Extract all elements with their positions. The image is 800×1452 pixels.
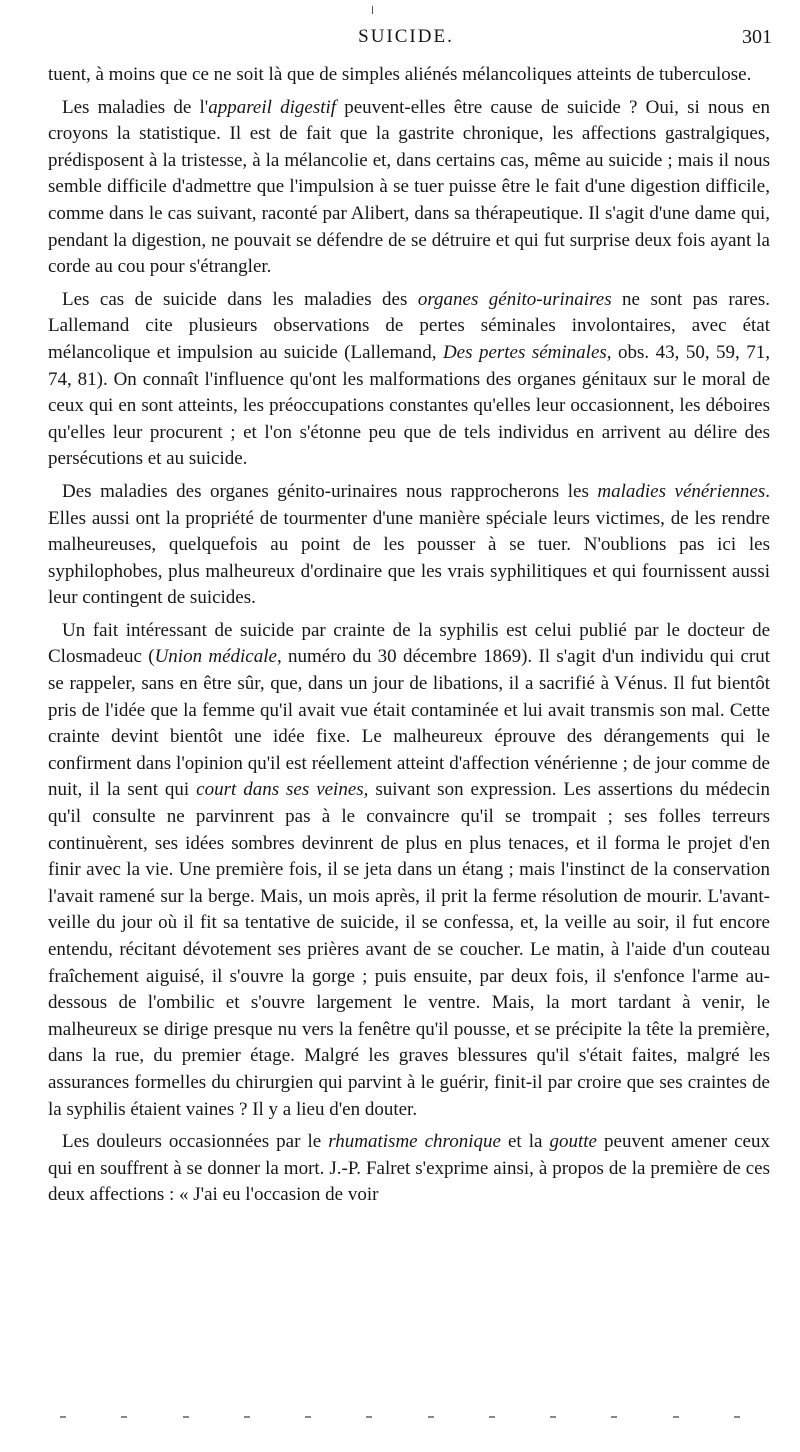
- text-run: , obs. 43, 50, 59, 71, 74, 81). On connaît l'influence qu'ont les malformations des organes génitaux sur le moral de ceux qui en sont atteints, les préoccupations constantes qu'elles leur occasionnent, les déboires qu'elles leur procurent ; et l'on s'étonne peu que de tels individus en arrivent au délire des persécutions et au suicide.: [48, 341, 770, 470]
- paragraph-5: [48, 1129, 770, 1209]
- text-run: . Elles aussi ont la propriété de tourmenter d'une manière spéciale leurs victimes, de les rendre malheureuses, quelquefois au point de les pousser à se tuer. N'oublions pas ici les syphilophobes, plus malheureux d'ordinaire que les vrais syphilitiques et qui fournissent aussi leur contingent de suicides.: [48, 480, 770, 609]
- italic-term: rhumatisme chronique: [328, 1131, 501, 1153]
- text-run: Les cas de suicide dans les maladies des: [62, 288, 418, 310]
- italic-term: goutte: [549, 1131, 597, 1153]
- italic-term: Des pertes séminales: [442, 341, 607, 363]
- italic-term: organes génito-urinaires: [417, 288, 612, 310]
- top-edge-mark: [372, 6, 373, 14]
- text-run: ne sont pas rares. Lallemand cite plusieurs observations de pertes séminales involontaires, avec état mélancolique et impulsion au suicide (Lallemand,: [48, 288, 771, 363]
- text-run: Les maladies de l': [62, 96, 209, 118]
- text-run: peuvent amener ceux qui en souffrent à se donner la mort. J.-P. Falret s'exprime ainsi, à propos de la première de ces deux affections : « J'ai eu l'occasion de voir: [48, 1131, 770, 1206]
- italic-term: court dans ses veines: [196, 779, 364, 801]
- text-run: Un fait intéressant de suicide par crainte de la syphilis est celui publié par le docteur de Closmadeuc (: [48, 619, 770, 668]
- text-run: tuent, à moins que ce ne soit là que de simples aliénés mélancoliques atteints de tuberculose.: [48, 64, 752, 85]
- paragraph-0: [48, 62, 770, 89]
- paragraph-2: [48, 287, 770, 473]
- running-title: SUICIDE.: [358, 26, 454, 47]
- bottom-edge-marks: [60, 1412, 740, 1422]
- text-run: et la: [500, 1131, 550, 1153]
- text-run: , suivant son expression. Les assertions du médecin qu'il consulte ne parvinrent pas à le convaincre qu'il se trompait ; ses folles terreurs continuèrent, ses idées sombres devinrent de plus en plus tenaces, et il forma le projet d'en finir avec la vie. Une première fois, il se jeta dans un étang ; mais l'instinct de la conservation l'avait ramené sur la berge. Mais, un mois après, il prit la ferme résolution de mourir. L'avant-veille du jour où il fit sa tentative de suicide, il se confessa, et, la veille au soir, il fut encore entendu, récitant dévotement ses prières avant de se coucher. Le matin, à l'aide d'un couteau fraîchement aiguisé, il s'ouvre la gorge ; puis ensuite, par deux fois, il s'enfonce l'arme au-dessous de l'ombilic et s'ouvre largement le ventre. Mais, la mort tardant à venir, le malheureux se dirige presque nu vers la fenêtre qu'il pousse, et se précipite la tête la première, dans la rue, du premier étage. Malgré les graves blessures qu'il s'était faites, malgré les assurances formelles du chirurgien qui parvint à le guérir, finit-il par croire que ses craintes de la syphilis étaient vaines ? Il y a lieu d'en douter.: [48, 779, 770, 1120]
- text-run: peuvent-elles être cause de suicide ? Oui, si nous en croyons la statistique. Il est de fait que la gastrite chronique, les affections gastralgiques, prédisposent à la tristesse, à la mélancolie et, dans certains cas, même au suicide ; mais il nous semble difficile d'admettre que l'impulsion à se tuer puisse être le fait d'une digestion difficile, comme dans le cas suivant, raconté par Alibert, dans sa thérapeutique. Il s'agit d'une dame qui, pendant la digestion, ne pouvait se défendre de se détruire et qui fut surprise deux fois ayant la corde au cou pour s'étrangler.: [48, 96, 770, 278]
- body-text: [48, 62, 770, 1215]
- text-run: Les douleurs occasionnées par le: [62, 1131, 329, 1153]
- italic-term: Union médicale: [154, 646, 277, 668]
- text-run: Des maladies des organes génito-urinaires nous rapprocherons les: [62, 480, 598, 502]
- page-number: 301: [742, 26, 772, 48]
- paragraph-4: [48, 618, 770, 1123]
- text-run: , numéro du 30 décembre 1869). Il s'agit d'un individu qui crut se rappeler, sans en être sûr, que, dans un jour de libations, il a sacrifié à Vénus. Il fut bientôt pris de l'idée que la femme qu'il avait vue était contaminée et lui avait transmis son mal. Cette crainte devint bientôt une idée fixe. Le malheureux éprouve des dérangements qui le confirment dans l'opinion qu'il est réellement atteint d'affection vénérienne ; de jour comme de nuit, il la sent qui: [48, 646, 770, 801]
- running-header: [40, 26, 772, 56]
- italic-term: appareil digestif: [208, 96, 337, 118]
- italic-term: maladies vénériennes: [597, 480, 766, 502]
- paragraph-1: [48, 95, 770, 281]
- paragraph-3: [48, 479, 770, 612]
